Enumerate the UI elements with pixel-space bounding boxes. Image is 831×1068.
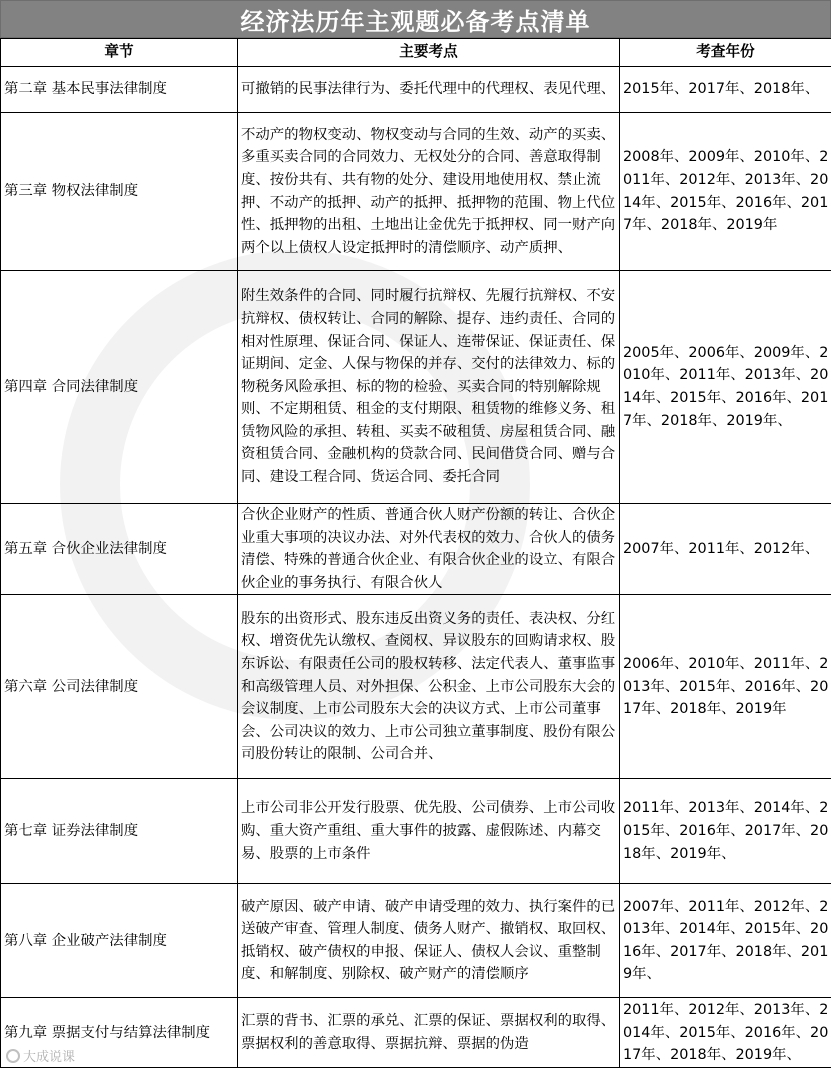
points-cell: 股东的出资形式、股东违反出资义务的责任、表决权、分红权、增资优先认缴权、查阅权、异议股东的回购请求权、股东诉讼、有限责任公司的股权转移、法定代表人、董事监事和高级管理人员、对外担保、公积金、上市公司股东大会的会议制度、上市公司股东大会的决议方式、上市公司董事会、公司决议的效力、上市公司独立董事制度、股份有限公司股份转让的限制、公司合并、: [238, 595, 620, 779]
years-cell: 2007年、2011年、2012年、: [620, 504, 831, 595]
header-points: 主要考点: [238, 39, 620, 67]
points-cell: 不动产的物权变动、物权变动与合同的生效、动产的买卖、多重买卖合同的合同效力、无权处分的合同、善意取得制度、按份共有、共有物的处分、建设用地使用权、禁止流押、不动产的抵押、动产的抵押、抵押物的范围、物上代位性、抵押物的出租、土地出让金优先于抵押权、同一财产向两个以上债权人设定抵押时的清偿顺序、动产质押、: [238, 113, 620, 271]
years-cell: 2008年、2009年、2010年、2011年、2012年、2013年、2014年、2015年、2016年、2017年、2018年、2019年: [620, 113, 831, 271]
chapter-cell: 第五章 合伙企业法律制度: [1, 504, 238, 595]
brand-watermark-text: 大成说课: [23, 1050, 76, 1065]
page-title: 经济法历年主观题必备考点清单: [0, 0, 831, 38]
table-header-row: [1, 39, 831, 67]
chapter-cell: 第二章 基本民事法律制度: [1, 67, 238, 113]
brand-logo-icon: [6, 1049, 20, 1063]
table-row: [1, 779, 831, 884]
header-chapter: 章节: [1, 39, 238, 67]
chapter-cell: 第四章 合同法律制度: [1, 271, 238, 504]
years-cell: 2015年、2017年、2018年、: [620, 67, 831, 113]
brand-watermark: [6, 1046, 75, 1065]
points-cell: 合伙企业财产的性质、普通合伙人财产份额的转让、合伙企业重大事项的决议办法、对外代表权的效力、合伙人的债务清偿、特殊的普通合伙企业、有限合伙企业的设立、有限合伙企业的事务执行、有限合伙人: [238, 504, 620, 595]
points-cell: 附生效条件的合同、同时履行抗辩权、先履行抗辩权、不安抗辩权、债权转让、合同的解除、提存、违约责任、合同的相对性原理、保证合同、保证人、连带保证、保证责任、保证期间、定金、人保与物保的并存、交付的法律效力、标的物税务风险承担、标的物的检验、买卖合同的特别解除规则、不定期租赁、租金的支付期限、租赁物的维修义务、租赁物风险的承担、转租、买卖不破租赁、房屋租赁合同、融资租赁合同、金融机构的贷款合同、民间借贷合同、赠与合同、建设工程合同、货运合同、委托合同: [238, 271, 620, 504]
chapter-cell: 第七章 证券法律制度: [1, 779, 238, 884]
table-row: [1, 884, 831, 998]
points-cell: 汇票的背书、汇票的承兑、汇票的保证、票据权利的取得、票据权利的善意取得、票据抗辩、票据的伪造: [238, 998, 620, 1068]
table-row: [1, 271, 831, 504]
chapter-cell: 第三章 物权法律制度: [1, 113, 238, 271]
table-row: [1, 998, 831, 1068]
chapter-cell: 第六章 公司法律制度: [1, 595, 238, 779]
chapter-cell: 第八章 企业破产法律制度: [1, 884, 238, 998]
years-cell: 2011年、2012年、2013年、2014年、2015年、2016年、2017年、2018年、2019年、: [620, 998, 831, 1068]
points-cell: 破产原因、破产申请、破产申请受理的效力、执行案件的已送破产审查、管理人制度、债务人财产、撤销权、取回权、抵销权、破产债权的申报、保证人、债权人会议、重整制度、和解制度、别除权、破产财产的清偿顺序: [238, 884, 620, 998]
table-row: [1, 595, 831, 779]
years-cell: 2006年、2010年、2011年、2013年、2015年、2016年、2017年、2018年、2019年: [620, 595, 831, 779]
table-row: [1, 67, 831, 113]
chapter-cell: 第九章 票据支付与结算法律制度: [1, 998, 238, 1068]
points-cell: 可撤销的民事法律行为、委托代理中的代理权、表见代理、: [238, 67, 620, 113]
checklist-table: [0, 38, 831, 1068]
years-cell: 2005年、2006年、2009年、2010年、2011年、2013年、2014年、2015年、2016年、2017年、2018年、2019年、: [620, 271, 831, 504]
table-row: [1, 113, 831, 271]
table-row: [1, 504, 831, 595]
years-cell: 2007年、2011年、2012年、2013年、2014年、2015年、2016年、2017年、2018年、2019年、: [620, 884, 831, 998]
points-cell: 上市公司非公开发行股票、优先股、公司债券、上市公司收购、重大资产重组、重大事件的披露、虚假陈述、内幕交易、股票的上市条件: [238, 779, 620, 884]
years-cell: 2011年、2013年、2014年、2015年、2016年、2017年、2018年、2019年、: [620, 779, 831, 884]
header-years: 考查年份: [620, 39, 831, 67]
